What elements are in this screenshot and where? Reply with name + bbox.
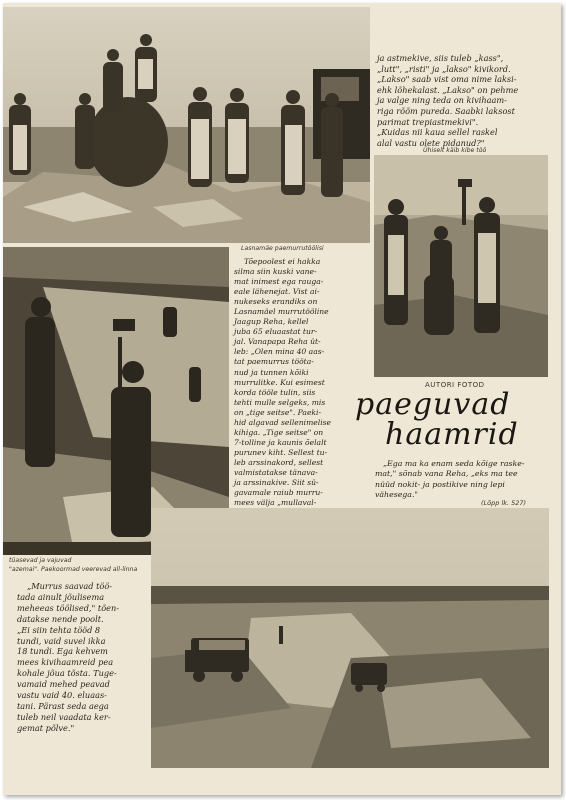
text-line: „Kuidas nii kaua sellel raskel [377,127,498,138]
text-line: „Ega ma ka enam seda kõige raske- [383,459,525,468]
text-block-right-middle [375,459,549,501]
text-line: nukeseks erandiks on [234,297,318,307]
quarry-trucks-photo [151,508,549,768]
text-line: eale lähenejat. Vist ai- [234,287,320,297]
text-line: ehk lõhekalast. „Lakso" on pehme [377,84,519,95]
text-line: gemat põlve." [17,722,75,733]
text-line: 18 tundi. Ega kehvem [17,646,108,657]
text-line: tehti mulle selgeks, mis [234,397,326,407]
workers-group-photo [3,7,370,243]
text-line: mat," sõnab vana Reha, „eks ma tee [375,469,518,479]
photo-caption-middle-left: Lasnamäe paemurrutöölisi [241,245,324,252]
text-block-middle [234,257,340,518]
text-line: kihiga. „Tige seitse" on [234,427,324,437]
text-line: silma siin kuski vane- [234,267,317,277]
text-line: hid algavad sellenimelise [234,417,332,427]
text-line: jal. Vanapapa Reha üt- [234,337,321,347]
article-title-line1: paeguvad [355,387,511,422]
text-line: mees kivihaamreid pea [17,657,114,668]
text-line: korda tööle tulin, siis [234,387,316,397]
text-line: datakse nende poolt. [17,613,104,624]
text-line: tada ainult jõulisema [17,591,105,602]
text-line: tundi, vaid suvel ikka [17,635,106,646]
text-line: „lutt", „risti" ja „lakso" kivikord. [377,63,511,74]
photo-caption-bottom-left-1: tüasevad ja vajuvad [9,557,72,564]
text-line: gavamale raiub murru- [234,488,323,498]
page-reference: (Lõpp lk. 527) [481,499,527,507]
text-line: Jaagup Reha, kellel [234,317,309,327]
text-line: riga rõõm pureda. Saabki laksost [377,105,515,116]
text-line: valmistatakse tänava- [234,467,318,477]
text-line: Lasnamäel murrutööline [234,307,329,317]
text-line: Tõepoolest ei hakka [244,257,321,266]
text-block-bottom-left [17,581,149,734]
hammer-workers-photo [374,155,548,377]
text-line: parimat trepiastmekivi". [377,116,479,127]
text-line: leb: „Olen mina 40 aas- [234,347,325,357]
text-line: „Murrus saavad töö- [27,581,113,591]
text-line: mat inimest ega rauga- [234,277,324,287]
text-line: murrulitke. Kui esimest [234,377,325,387]
text-line: alal vastu olete pidanud?" [377,137,485,148]
text-line: leb arssinakord, sellest [234,457,324,467]
text-line: purunev kiht. Sellest tu- [234,447,328,457]
text-line: kohale jõua tõsta. Tuge- [17,668,117,679]
text-line: meheeas töölised," tõen- [17,602,120,613]
text-line: tani. Pärast seda aega [17,700,109,711]
photo-caption-top-right: Ühiselt käib kibe töö [423,147,487,154]
text-line: vähesega." [375,490,419,500]
magazine-page [3,3,561,795]
text-line: 7-tolline ja kaunis õelalt [234,437,327,447]
text-line: vamaid mehed peavad [17,679,110,690]
text-line: ja astmekive, siis tuleb „kass", [377,53,504,63]
article-title-line2: haamrid [385,417,519,452]
text-line: on „tige seitse". Paeki- [234,407,322,417]
text-line: juba 65 eluaastat tur- [234,327,318,337]
text-line: tuleb neil vaadata ker- [17,711,111,722]
text-block-top-right [377,53,547,148]
text-line: nüüd nokit- ja postikive ning lepi [375,479,505,489]
text-line: „Lakso" saab vist oma nime laksi- [377,74,517,85]
text-line: vastu vaid 40. eluaas- [17,690,107,701]
photo-caption-bottom-left-2: "azemai". Paekoormad veerevad all-linna [9,566,138,573]
text-line: tat paemurrus tööta- [234,357,314,367]
text-line: ja valge ning teda on kivihaam- [377,95,507,106]
photo-credit: AUTORI FOTOD [425,381,485,389]
text-line: mees välja „mullaval- [234,498,317,508]
text-line: ja arssinakive. Siit sü- [234,478,319,488]
text-line: „Ei siin tehta tööd 8 [17,624,101,635]
text-line: nud ja tunnen kõiki [234,367,309,377]
